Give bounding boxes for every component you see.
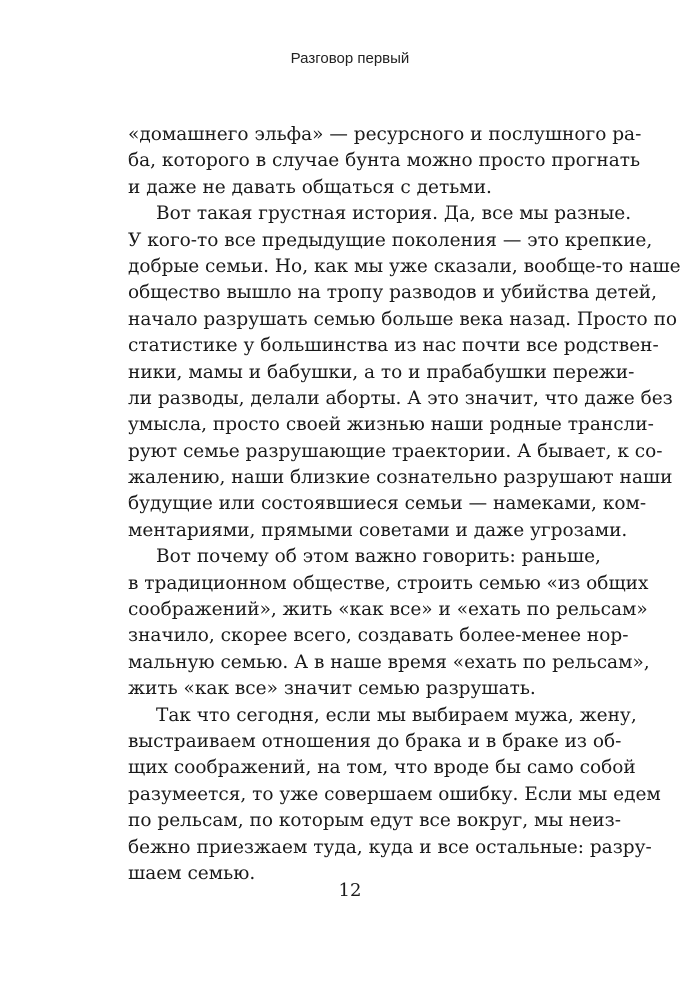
text-line: соображений», жить «как все» и «ехать по рельсам» xyxy=(128,599,648,621)
text-line: и даже не давать общаться с детьми. xyxy=(128,176,492,198)
text-line: ментариями, прямыми советами и даже угрозами. xyxy=(128,519,628,541)
text-line: У кого-то все предыдущие поколения — это крепкие, xyxy=(128,229,653,251)
text-line: Вот почему об этом важно говорить: раньше, xyxy=(156,546,601,568)
body-text xyxy=(128,122,681,887)
text-line: Вот такая грустная история. Да, все мы разные. xyxy=(156,203,632,225)
text-line: статистике у большинства из нас почти все родствен- xyxy=(128,335,659,357)
page-number: 12 xyxy=(338,880,362,901)
running-header: Разговор первый xyxy=(290,50,410,67)
text-line: ба, которого в случае бунта можно просто прогнать xyxy=(128,150,641,172)
text-line: общество вышло на тропу разводов и убийства детей, xyxy=(128,282,658,304)
text-line: добрые семьи. Но, как мы уже сказали, вообще-то наше xyxy=(128,255,681,277)
paragraph xyxy=(128,703,661,888)
paragraph xyxy=(128,201,681,544)
text-line: жалению, наши близкие сознательно разрушают наши xyxy=(128,467,673,489)
text-line: «домашнего эльфа» — ресурсного и послушного ра- xyxy=(128,124,642,145)
text-line: шаем семью. xyxy=(128,862,256,884)
text-line: жить «как все» значит семью разрушать. xyxy=(128,678,536,700)
text-line: будущие или состоявшиеся семьи — намеками, ком- xyxy=(128,493,647,515)
text-line: руют семье разрушающие траектории. А бывает, к со- xyxy=(128,440,663,462)
text-line: ли разводы, делали аборты. А это значит, что даже без xyxy=(128,387,673,409)
text-line: мальную семью. А в наше время «ехать по рельсам», xyxy=(128,651,650,673)
text-line: щих соображений, на том, что вроде бы само собой xyxy=(128,757,636,779)
text-line: выстраиваем отношения до брака и в браке из об- xyxy=(128,730,622,752)
text-line: Так что сегодня, если мы выбираем мужа, жену, xyxy=(156,704,637,726)
text-line: ники, мамы и бабушки, а то и прабабушки пережи- xyxy=(128,361,635,383)
paragraph xyxy=(128,544,650,702)
text-line: значило, скорее всего, создавать более-менее нор- xyxy=(128,625,629,647)
text-line: в традиционном обществе, строить семью «из общих xyxy=(128,572,649,594)
text-line: разумеется, то уже совершаем ошибку. Если мы едем xyxy=(128,783,661,805)
paragraph xyxy=(128,122,642,201)
text-line: начало разрушать семью больше века назад. Просто по xyxy=(128,308,678,330)
text-line: по рельсам, по которым едут все вокруг, мы неиз- xyxy=(128,810,621,832)
text-line: умысла, просто своей жизнью наши родные трансли- xyxy=(128,414,654,436)
text-line: бежно приезжаем туда, куда и все остальные: разру- xyxy=(128,836,652,858)
